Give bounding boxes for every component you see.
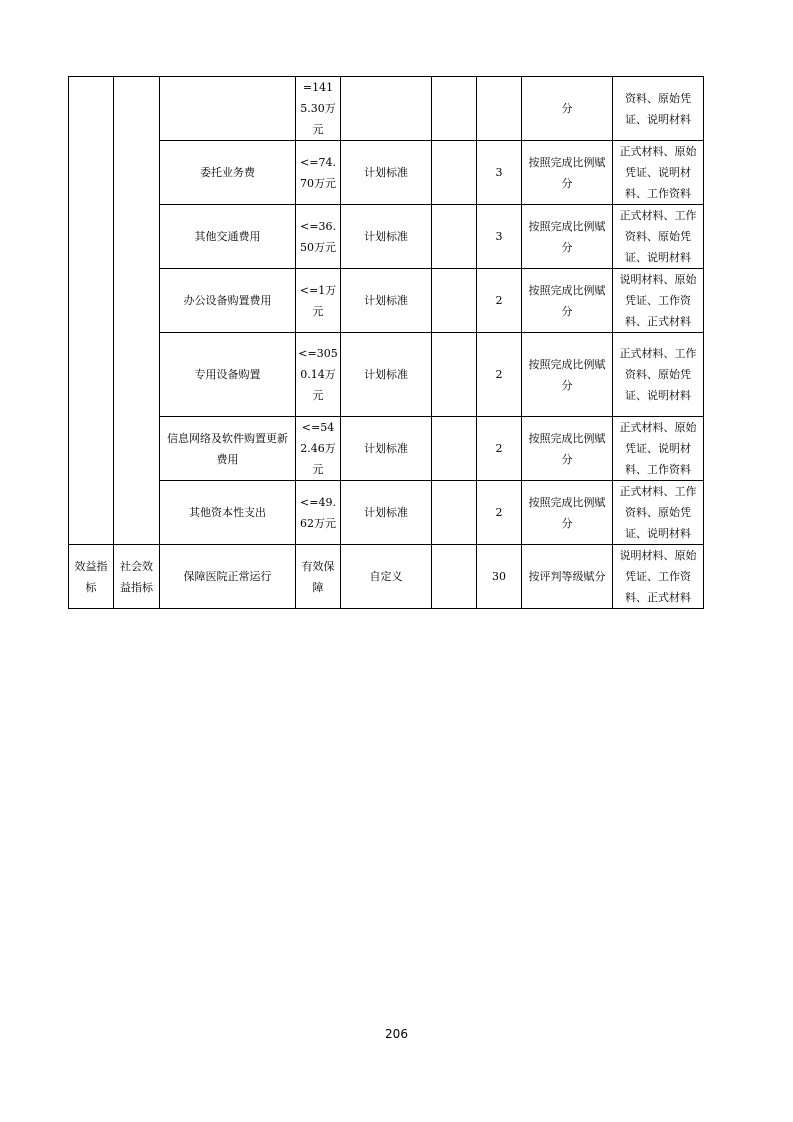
value-cell: <=3050.14万元: [296, 333, 341, 417]
evidence-cell: 说明材料、原始凭证、工作资料、正式材料: [613, 269, 704, 333]
table-row: [69, 141, 704, 205]
level1-cell: 效益指标: [69, 545, 114, 609]
scoring-rule-cell: 按照完成比例赋分: [522, 269, 613, 333]
value-cell: <=49.62万元: [296, 481, 341, 545]
weight-cell: 2: [477, 333, 522, 417]
standard-cell: 计划标准: [341, 141, 432, 205]
standard-cell: [341, 77, 432, 141]
weight-cell: 2: [477, 269, 522, 333]
evidence-cell: 正式材料、工作资料、原始凭证、说明材料: [613, 205, 704, 269]
scoring-rule-cell: 按照完成比例赋分: [522, 141, 613, 205]
item-cell: [160, 77, 296, 141]
level1-cell: [69, 77, 114, 545]
weight-cell: 2: [477, 481, 522, 545]
table-row: [69, 333, 704, 417]
blank-cell: [432, 205, 477, 269]
value-cell: 有效保障: [296, 545, 341, 609]
item-cell: 其他交通费用: [160, 205, 296, 269]
value-cell: <=1万元: [296, 269, 341, 333]
table-row: [69, 205, 704, 269]
blank-cell: [432, 417, 477, 481]
scoring-rule-cell: 按照完成比例赋分: [522, 333, 613, 417]
value-cell: <=36.50万元: [296, 205, 341, 269]
evidence-cell: 说明材料、原始凭证、工作资料、正式材料: [613, 545, 704, 609]
item-cell: 委托业务费: [160, 141, 296, 205]
weight-cell: 3: [477, 141, 522, 205]
table-row: [69, 417, 704, 481]
blank-cell: [432, 269, 477, 333]
standard-cell: 计划标准: [341, 481, 432, 545]
standard-cell: 计划标准: [341, 333, 432, 417]
scoring-rule-cell: 按照完成比例赋分: [522, 481, 613, 545]
scoring-rule-cell: 按评判等级赋分: [522, 545, 613, 609]
weight-cell: 2: [477, 417, 522, 481]
evidence-cell: 资料、原始凭证、说明材料: [613, 77, 704, 141]
standard-cell: 计划标准: [341, 417, 432, 481]
evidence-cell: 正式材料、原始凭证、说明材料、工作资料: [613, 141, 704, 205]
page-number: 206: [385, 1027, 408, 1041]
blank-cell: [432, 333, 477, 417]
table-row: [69, 77, 704, 141]
standard-cell: 计划标准: [341, 269, 432, 333]
item-cell: 信息网络及软件购置更新费用: [160, 417, 296, 481]
performance-indicator-table: [68, 76, 704, 609]
table-row: [69, 269, 704, 333]
level2-cell: [114, 77, 160, 545]
value-cell: <=542.46万元: [296, 417, 341, 481]
item-cell: 专用设备购置: [160, 333, 296, 417]
evidence-cell: 正式材料、工作资料、原始凭证、说明材料: [613, 333, 704, 417]
table-row: [69, 481, 704, 545]
blank-cell: [432, 77, 477, 141]
blank-cell: [432, 481, 477, 545]
standard-cell: 自定义: [341, 545, 432, 609]
item-cell: 其他资本性支出: [160, 481, 296, 545]
item-cell: 保障医院正常运行: [160, 545, 296, 609]
evidence-cell: 正式材料、工作资料、原始凭证、说明材料: [613, 481, 704, 545]
table-row: [69, 545, 704, 609]
value-cell: =1415.30万元: [296, 77, 341, 141]
evidence-cell: 正式材料、原始凭证、说明材料、工作资料: [613, 417, 704, 481]
scoring-rule-cell: 分: [522, 77, 613, 141]
level2-cell: 社会效益指标: [114, 545, 160, 609]
weight-cell: 3: [477, 205, 522, 269]
standard-cell: 计划标准: [341, 205, 432, 269]
blank-cell: [432, 141, 477, 205]
scoring-rule-cell: 按照完成比例赋分: [522, 205, 613, 269]
scoring-rule-cell: 按照完成比例赋分: [522, 417, 613, 481]
weight-cell: [477, 77, 522, 141]
blank-cell: [432, 545, 477, 609]
weight-cell: 30: [477, 545, 522, 609]
item-cell: 办公设备购置费用: [160, 269, 296, 333]
value-cell: <=74.70万元: [296, 141, 341, 205]
